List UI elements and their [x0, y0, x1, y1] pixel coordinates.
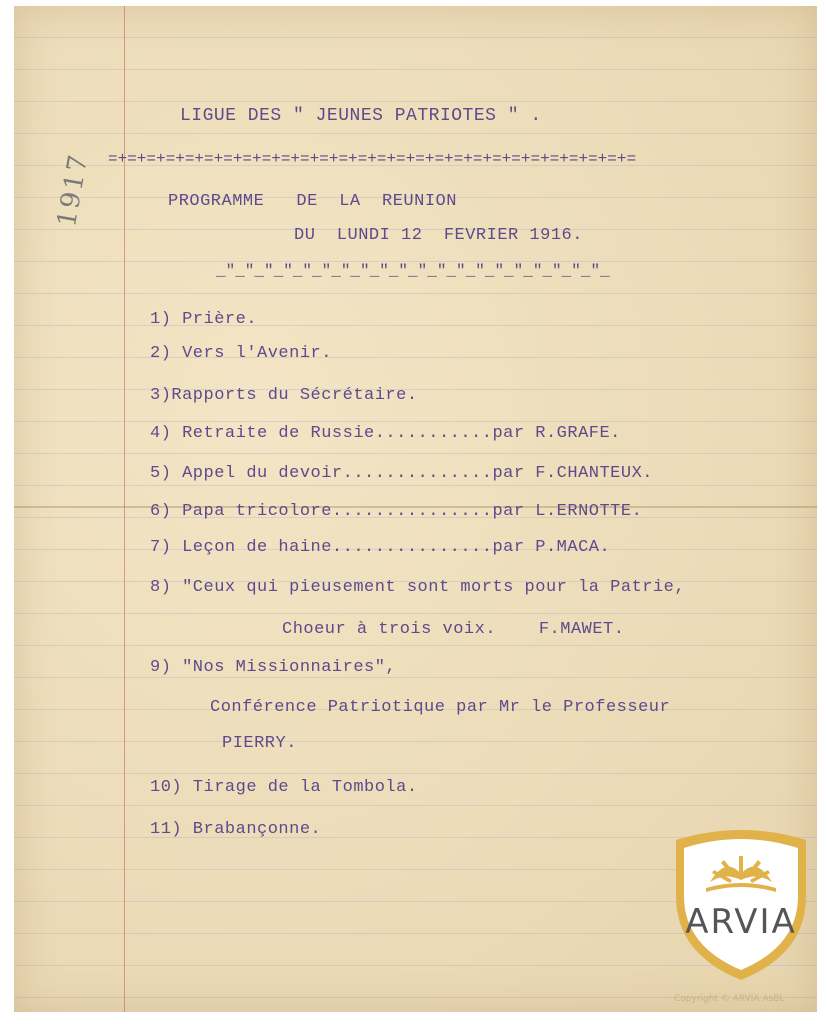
arvia-logo — [666, 826, 816, 984]
programme-item-9-continuation-1: Conférence Patriotique par Mr le Professeur — [210, 698, 671, 717]
subtitle-line-2: DU LUNDI 12 FEVRIER 1916. — [294, 226, 583, 245]
programme-item-1: 1) Prière. — [150, 310, 258, 329]
programme-item-4: 4) Retraite de Russie...........par R.GRAFE. — [150, 424, 621, 443]
programme-item-7: 7) Leçon de haine...............par P.MACA. — [150, 538, 611, 557]
programme-item-10: 10) Tirage de la Tombola. — [150, 778, 418, 797]
copyright-notice: Copyright © ARVIA AsBL — [674, 994, 785, 1004]
programme-item-6: 6) Papa tricolore...............par L.ERNOTTE. — [150, 502, 643, 521]
programme-item-2: 2) Vers l'Avenir. — [150, 344, 332, 363]
separator-top: =+=+=+=+=+=+=+=+=+=+=+=+=+=+=+=+=+=+=+=+=+=+=+=+=+=+=+= — [108, 150, 637, 168]
separator-bottom: _"_"_"_"_"_"_"_"_"_"_"_"_"_"_"_"_"_"_"_"_ — [216, 262, 610, 280]
arvia-logo-text: ARVIA — [685, 902, 797, 942]
programme-item-9-continuation-2: PIERRY. — [222, 734, 297, 753]
programme-item-8-continuation: Choeur à trois voix. F.MAWET. — [282, 620, 625, 639]
programme-item-8: 8) "Ceux qui pieusement sont morts pour la Patrie, — [150, 578, 686, 597]
programme-item-3: 3)Rapports du Sécrétaire. — [150, 386, 418, 405]
subtitle-line-1: PROGRAMME DE LA REUNION — [168, 192, 457, 211]
programme-item-11: 11) Brabançonne. — [150, 820, 322, 839]
programme-item-9: 9) "Nos Missionnaires", — [150, 658, 397, 677]
programme-item-5: 5) Appel du devoir..............par F.CHANTEUX. — [150, 464, 653, 483]
pencil-year-annotation: 1917 — [52, 150, 95, 230]
document-title: LIGUE DES " JEUNES PATRIOTES " . — [180, 106, 542, 126]
